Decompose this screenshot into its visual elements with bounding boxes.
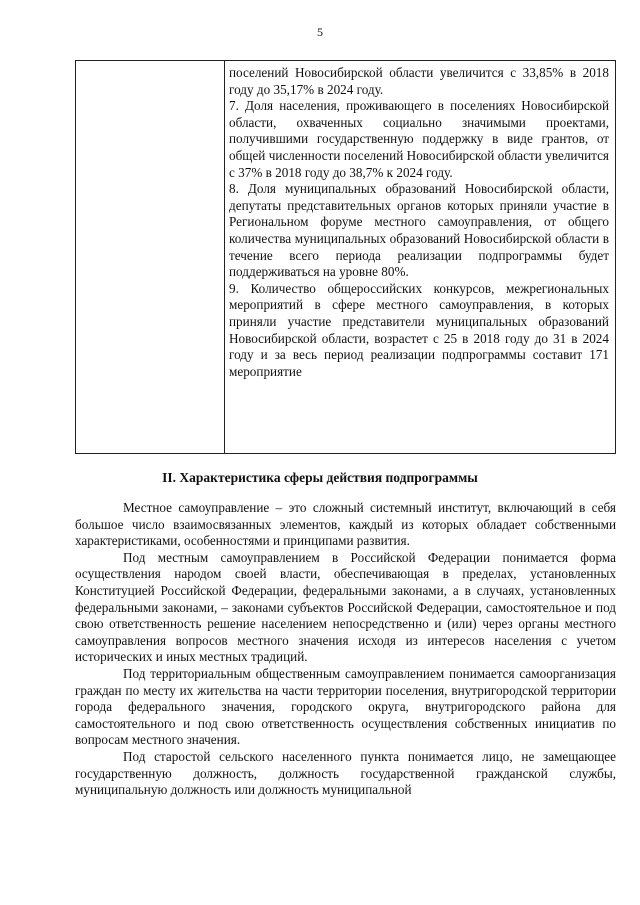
section-body (75, 500, 616, 799)
body-paragraph: Под территориальным общественным самоуправлением понимается самоорганизация граждан по месту их жительства на части территории поселения, внутригородской территории города федерального значения, городского округа, внутригородского района для самостоятельного и под свою ответственность осуществления собственных инициатив по вопросам местного значения. (75, 665, 616, 748)
body-paragraph: Под старостой сельского населенного пункта понимается лицо, не замещающее государственную должность, должность государственной гражданской службы, муниципальную должность или должность муниципальной (75, 748, 616, 798)
body-paragraph: Местное самоуправление – это сложный системный институт, включающий в себя большое число взаимосвязанных элементов, каждый из которых обладает собственными характеристиками, особенностями и принципами развития. (75, 500, 616, 549)
section-heading: II. Характеристика сферы действия подпрограммы (162, 470, 478, 485)
page-number: 5 (317, 25, 323, 39)
table-paragraph: 9. Количество общероссийских конкурсов, межрегиональных мероприятий в сфере местного самоуправления, в которых приняли участие представители муниципальных образований Новосибирской области, возрастет с 25 в 2018 году до 31 в 2024 году и за весь период реализации подпрограммы составит 171 мероприятие (229, 280, 609, 379)
indicators-table (75, 60, 616, 454)
body-paragraph: Под местным самоуправлением в Российской Федерации понимается форма осуществления народом своей власти, обеспечивающая в пределах, установленных Конституцией Российской Федерации, федеральными законами, а в случаях, установленных федеральными законами, – законами субъектов Российской Федерации, самостоятельное и под свою ответственность решение населением непосредственно и (или) через органы местного самоуправления вопросов местного значения исходя из интересов населения с учетом исторических и иных местных традиций. (75, 549, 616, 665)
table-left-cell (76, 61, 225, 453)
table-paragraph: 7. Доля населения, проживающего в поселениях Новосибирской области, охваченных социально значимыми проектами, получившими государственную поддержку в виде грантов, от общей численности поселений Новосибирской области увеличится с 37% в 2018 году до 38,7% к 2024 году. (229, 98, 609, 180)
table-paragraph: поселений Новосибирской области увеличится с 33,85% в 2018 году до 35,17% в 2024 году. (229, 65, 609, 97)
table-right-cell (225, 61, 615, 453)
table-paragraph: 8. Доля муниципальных образований Новосибирской области, депутаты представительных органов которых приняли участие в Региональном форуме местного самоуправления, от общего количества муниципальных образований Новосибирской области в течение всего периода реализации подпрограммы будет поддерживаться на уровне 80%. (229, 181, 609, 280)
